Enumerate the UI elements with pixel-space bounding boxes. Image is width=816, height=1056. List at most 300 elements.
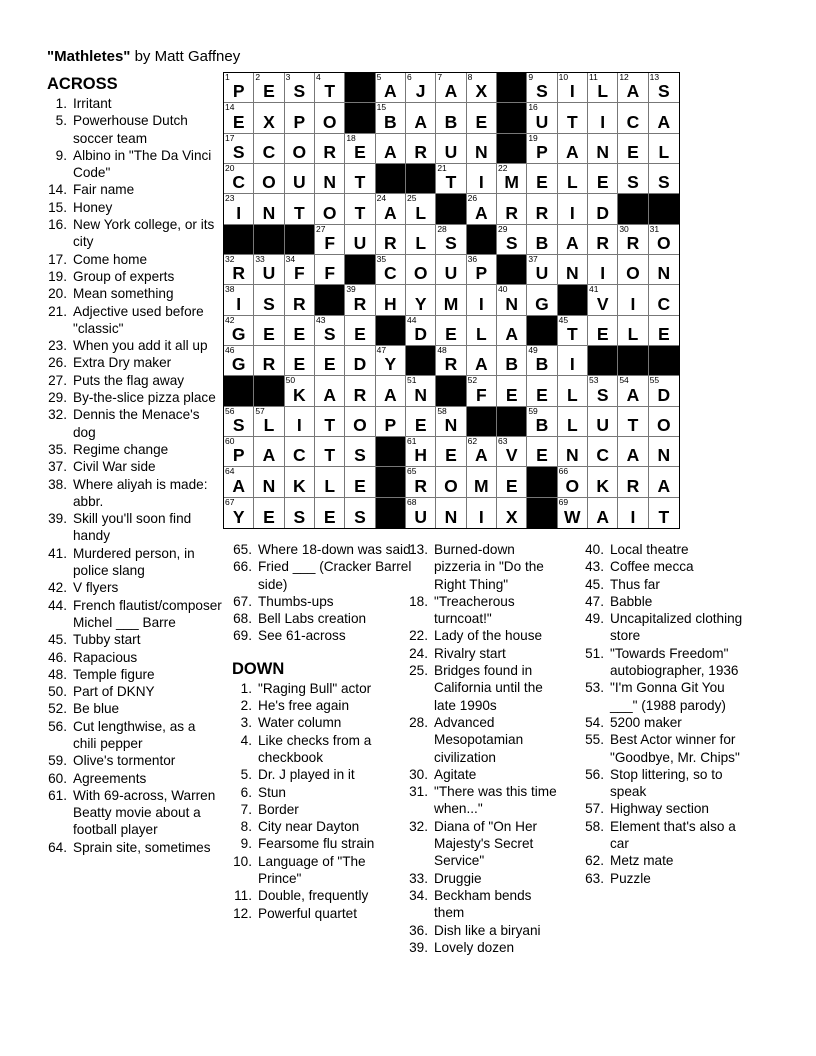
cell-letter: K bbox=[293, 384, 306, 405]
clue-number: 7. bbox=[240, 801, 252, 817]
grid-cell[interactable] bbox=[345, 498, 375, 528]
grid-cell[interactable] bbox=[315, 498, 345, 528]
clue-text: Temple figure bbox=[73, 666, 155, 682]
down-clue bbox=[408, 662, 563, 714]
grid-cell[interactable] bbox=[467, 346, 497, 376]
grid-cell[interactable] bbox=[315, 255, 345, 285]
grid-cell[interactable] bbox=[618, 316, 648, 346]
grid-cell[interactable] bbox=[254, 285, 284, 315]
cell-letter: A bbox=[232, 475, 245, 496]
cell-letter: A bbox=[626, 81, 640, 102]
cell-letter: U bbox=[596, 414, 609, 435]
down-clue bbox=[232, 714, 412, 731]
grid-cell[interactable] bbox=[497, 285, 527, 315]
clue-text: Come home bbox=[73, 251, 148, 267]
grid-cell[interactable] bbox=[254, 467, 284, 497]
grid-cell[interactable] bbox=[285, 164, 315, 194]
grid-cell[interactable] bbox=[315, 225, 345, 255]
cell-letter: R bbox=[232, 263, 245, 284]
grid-cell[interactable] bbox=[436, 498, 466, 528]
grid-cell[interactable] bbox=[315, 316, 345, 346]
grid-cell[interactable] bbox=[618, 103, 648, 133]
cell-letter: E bbox=[536, 172, 548, 193]
grid-cell[interactable] bbox=[285, 376, 315, 406]
cell-number: 15 bbox=[376, 102, 387, 113]
black-square bbox=[406, 346, 436, 376]
clue-number: 22. bbox=[409, 628, 428, 644]
clue-text: Double, frequently bbox=[258, 888, 369, 904]
cell-letter: N bbox=[566, 263, 579, 284]
grid-cell[interactable] bbox=[376, 134, 406, 164]
grid-cell[interactable] bbox=[406, 498, 436, 528]
clue-text: Skill you'll soon find handy bbox=[73, 511, 192, 544]
cell-letter: E bbox=[293, 354, 306, 375]
cell-letter: N bbox=[596, 141, 609, 162]
cell-number: 55 bbox=[649, 375, 660, 386]
grid-cell[interactable] bbox=[254, 498, 284, 528]
grid-cell[interactable] bbox=[376, 407, 406, 437]
clue-number: 60. bbox=[48, 770, 67, 786]
grid-cell[interactable] bbox=[345, 407, 375, 437]
grid-cell[interactable] bbox=[285, 285, 315, 315]
grid-cell[interactable] bbox=[406, 255, 436, 285]
grid-cell[interactable] bbox=[285, 437, 315, 467]
grid-cell[interactable] bbox=[527, 103, 557, 133]
cell-letter: V bbox=[505, 445, 518, 466]
grid-cell[interactable] bbox=[649, 134, 679, 164]
grid-cell[interactable] bbox=[436, 103, 466, 133]
grid-cell[interactable] bbox=[588, 316, 618, 346]
clue-number: 13. bbox=[409, 542, 428, 557]
grid-cell[interactable] bbox=[618, 134, 648, 164]
grid-cell[interactable] bbox=[406, 316, 436, 346]
grid-cell[interactable] bbox=[254, 134, 284, 164]
across-clue bbox=[47, 631, 222, 648]
grid-cell[interactable] bbox=[497, 437, 527, 467]
grid-cell[interactable] bbox=[315, 73, 345, 103]
cell-letter: A bbox=[475, 445, 488, 466]
cell-number: 64 bbox=[225, 466, 235, 477]
cell-letter: S bbox=[232, 414, 245, 435]
cell-letter: L bbox=[566, 414, 578, 435]
grid-cell[interactable] bbox=[285, 255, 315, 285]
cell-number: 22 bbox=[498, 163, 508, 173]
grid-cell[interactable] bbox=[649, 467, 679, 497]
grid-cell[interactable] bbox=[345, 316, 375, 346]
cell-letter: I bbox=[236, 202, 242, 223]
grid-cell[interactable] bbox=[254, 255, 284, 285]
cell-letter: R bbox=[353, 384, 367, 405]
grid-cell[interactable] bbox=[315, 103, 345, 133]
grid-cell[interactable] bbox=[224, 498, 254, 528]
grid-cell[interactable] bbox=[527, 134, 557, 164]
grid-cell[interactable] bbox=[618, 164, 648, 194]
clue-text: Irritant bbox=[73, 96, 112, 111]
grid-cell[interactable] bbox=[406, 225, 436, 255]
cell-letter: T bbox=[658, 506, 670, 527]
cell-letter: S bbox=[445, 232, 457, 253]
grid-cell[interactable] bbox=[558, 225, 588, 255]
grid-cell[interactable] bbox=[588, 103, 618, 133]
grid-cell[interactable] bbox=[527, 346, 557, 376]
clue-number: 16. bbox=[48, 217, 67, 233]
grid-cell[interactable] bbox=[436, 134, 466, 164]
grid-cell[interactable] bbox=[436, 437, 466, 467]
clue-text: Dr. J played in it bbox=[258, 767, 355, 783]
grid-cell[interactable] bbox=[527, 255, 557, 285]
grid-cell[interactable] bbox=[467, 134, 497, 164]
grid-cell[interactable] bbox=[285, 73, 315, 103]
grid-cell[interactable] bbox=[588, 467, 618, 497]
cell-number: 56 bbox=[225, 405, 235, 416]
grid-cell[interactable] bbox=[649, 437, 679, 467]
grid-cell[interactable] bbox=[406, 134, 436, 164]
grid-cell[interactable] bbox=[315, 164, 345, 194]
grid-cell[interactable] bbox=[224, 437, 254, 467]
across-clue bbox=[47, 700, 222, 717]
grid-cell[interactable] bbox=[497, 467, 527, 497]
down-clue bbox=[408, 593, 563, 628]
cell-number: 10 bbox=[558, 72, 569, 82]
grid-cell[interactable] bbox=[254, 103, 284, 133]
grid-cell[interactable] bbox=[376, 103, 406, 133]
clue-text: French flautist/composer Michel ___ Barre bbox=[73, 597, 222, 630]
cell-letter: A bbox=[657, 475, 671, 496]
cell-letter: N bbox=[323, 172, 336, 193]
grid-cell[interactable] bbox=[436, 225, 466, 255]
across-clue bbox=[232, 627, 412, 644]
grid-cell[interactable] bbox=[345, 467, 375, 497]
cell-letter: A bbox=[414, 111, 427, 132]
grid-cell[interactable] bbox=[406, 467, 436, 497]
grid-cell[interactable] bbox=[649, 225, 679, 255]
grid-cell[interactable] bbox=[224, 103, 254, 133]
grid-cell[interactable] bbox=[618, 437, 648, 467]
grid-cell[interactable] bbox=[285, 467, 315, 497]
grid-cell[interactable] bbox=[467, 285, 497, 315]
grid-cell[interactable] bbox=[467, 103, 497, 133]
grid-cell[interactable] bbox=[345, 194, 375, 224]
grid-cell[interactable] bbox=[649, 164, 679, 194]
clue-text: City near Dayton bbox=[258, 819, 360, 835]
grid-cell[interactable] bbox=[558, 407, 588, 437]
grid-cell[interactable] bbox=[618, 467, 648, 497]
clue-number: 61. bbox=[48, 787, 67, 803]
clue-number: 52. bbox=[48, 701, 67, 717]
across-clue bbox=[47, 181, 222, 198]
grid-cell[interactable] bbox=[315, 134, 345, 164]
grid-cell[interactable] bbox=[558, 134, 588, 164]
cell-number: 27 bbox=[316, 223, 326, 234]
grid-cell[interactable] bbox=[558, 316, 588, 346]
grid-cell[interactable] bbox=[285, 316, 315, 346]
black-square bbox=[376, 437, 406, 467]
cell-letter: E bbox=[293, 323, 306, 344]
grid-cell[interactable] bbox=[345, 285, 375, 315]
black-square bbox=[527, 498, 557, 528]
grid-cell[interactable] bbox=[285, 194, 315, 224]
grid-cell[interactable] bbox=[436, 407, 466, 437]
grid-cell[interactable] bbox=[588, 437, 618, 467]
grid-cell[interactable] bbox=[588, 134, 618, 164]
grid-cell[interactable] bbox=[558, 194, 588, 224]
grid-cell[interactable] bbox=[588, 164, 618, 194]
grid-cell[interactable] bbox=[497, 376, 527, 406]
clue-number: 17. bbox=[48, 251, 67, 267]
grid-cell[interactable] bbox=[649, 73, 679, 103]
grid-cell[interactable] bbox=[649, 285, 679, 315]
clue-text: Fried ___ (Cracker Barrel side) bbox=[258, 559, 412, 592]
down-clue bbox=[584, 870, 749, 887]
clue-text: Cut lengthwise, as a chili pepper bbox=[73, 718, 196, 751]
clue-number: 56. bbox=[48, 718, 67, 734]
cell-letter: F bbox=[324, 232, 336, 253]
clue-text: Stop littering, so to speak bbox=[610, 766, 723, 800]
grid-cell[interactable] bbox=[315, 194, 345, 224]
grid-cell[interactable] bbox=[224, 346, 254, 376]
grid-cell[interactable] bbox=[224, 134, 254, 164]
grid-cell[interactable] bbox=[558, 255, 588, 285]
grid-cell[interactable] bbox=[558, 498, 588, 528]
across-clue bbox=[47, 579, 222, 596]
clue-number: 39. bbox=[48, 511, 67, 527]
grid-cell[interactable] bbox=[254, 194, 284, 224]
clue-number: 18. bbox=[409, 593, 428, 609]
grid-cell[interactable] bbox=[285, 407, 315, 437]
cell-letter: I bbox=[296, 414, 302, 435]
grid-cell[interactable] bbox=[467, 498, 497, 528]
grid-cell[interactable] bbox=[345, 134, 375, 164]
grid-cell[interactable] bbox=[618, 255, 648, 285]
grid-cell[interactable] bbox=[254, 407, 284, 437]
grid-cell[interactable] bbox=[618, 376, 648, 406]
grid-cell[interactable] bbox=[618, 285, 648, 315]
across-clue bbox=[47, 476, 222, 511]
grid-cell[interactable] bbox=[558, 73, 588, 103]
grid-cell[interactable] bbox=[406, 376, 436, 406]
grid-cell[interactable] bbox=[224, 164, 254, 194]
down-clue bbox=[408, 939, 563, 956]
grid-cell[interactable] bbox=[315, 467, 345, 497]
grid-cell[interactable] bbox=[376, 225, 406, 255]
clue-text: Agreements bbox=[73, 770, 147, 786]
grid-cell[interactable] bbox=[345, 225, 375, 255]
grid-cell[interactable] bbox=[436, 285, 466, 315]
grid-cell[interactable] bbox=[497, 346, 527, 376]
grid-cell[interactable] bbox=[558, 437, 588, 467]
down-clue bbox=[232, 801, 412, 818]
grid-cell[interactable] bbox=[254, 316, 284, 346]
grid-cell[interactable] bbox=[497, 316, 527, 346]
grid-cell[interactable] bbox=[588, 285, 618, 315]
cell-letter: R bbox=[626, 232, 640, 253]
cell-number: 39 bbox=[346, 284, 356, 295]
grid-cell[interactable] bbox=[649, 498, 679, 528]
grid-cell[interactable] bbox=[527, 376, 557, 406]
grid-cell[interactable] bbox=[527, 73, 557, 103]
clue-number: 42. bbox=[48, 580, 67, 596]
clue-number: 19. bbox=[48, 268, 67, 284]
cell-letter: D bbox=[414, 323, 427, 344]
cell-letter: X bbox=[263, 111, 275, 132]
grid-cell[interactable] bbox=[467, 316, 497, 346]
grid-cell[interactable] bbox=[436, 255, 466, 285]
grid-cell[interactable] bbox=[649, 316, 679, 346]
grid-cell[interactable] bbox=[406, 73, 436, 103]
cell-number: 62 bbox=[467, 436, 478, 446]
grid-cell[interactable] bbox=[224, 407, 254, 437]
grid-cell[interactable] bbox=[467, 255, 497, 285]
grid-cell[interactable] bbox=[406, 437, 436, 467]
grid-cell[interactable] bbox=[558, 467, 588, 497]
cell-letter: I bbox=[630, 293, 636, 314]
cell-letter: G bbox=[231, 323, 246, 344]
grid-cell[interactable] bbox=[649, 376, 679, 406]
grid-cell[interactable] bbox=[376, 255, 406, 285]
grid-cell[interactable] bbox=[224, 467, 254, 497]
grid-cell[interactable] bbox=[497, 225, 527, 255]
grid-cell[interactable] bbox=[588, 255, 618, 285]
cell-letter: G bbox=[231, 354, 246, 375]
grid-cell[interactable] bbox=[649, 255, 679, 285]
grid-cell[interactable] bbox=[406, 103, 436, 133]
cell-number: 8 bbox=[467, 72, 473, 82]
across-clue bbox=[47, 458, 222, 475]
grid-cell[interactable] bbox=[558, 164, 588, 194]
grid-cell[interactable] bbox=[406, 194, 436, 224]
grid-cell[interactable] bbox=[618, 498, 648, 528]
grid-cell[interactable] bbox=[376, 376, 406, 406]
cell-letter: D bbox=[596, 202, 609, 223]
grid-cell[interactable] bbox=[376, 194, 406, 224]
grid-cell[interactable] bbox=[436, 164, 466, 194]
grid-cell[interactable] bbox=[285, 103, 315, 133]
grid-cell[interactable] bbox=[254, 346, 284, 376]
grid-cell[interactable] bbox=[436, 73, 466, 103]
grid-cell[interactable] bbox=[254, 73, 284, 103]
grid-cell[interactable] bbox=[467, 376, 497, 406]
cell-letter: C bbox=[262, 141, 276, 162]
grid-cell[interactable] bbox=[254, 437, 284, 467]
grid-cell[interactable] bbox=[527, 194, 557, 224]
grid-cell[interactable] bbox=[376, 346, 406, 376]
grid-cell[interactable] bbox=[588, 73, 618, 103]
black-square bbox=[497, 103, 527, 133]
grid-cell[interactable] bbox=[588, 194, 618, 224]
black-square bbox=[345, 73, 375, 103]
grid-cell[interactable] bbox=[376, 285, 406, 315]
grid-cell[interactable] bbox=[649, 407, 679, 437]
grid-cell[interactable] bbox=[315, 346, 345, 376]
grid-cell[interactable] bbox=[285, 498, 315, 528]
grid-cell[interactable] bbox=[558, 103, 588, 133]
grid-cell[interactable] bbox=[285, 346, 315, 376]
down-clue bbox=[232, 887, 412, 904]
grid-cell[interactable] bbox=[467, 194, 497, 224]
cell-letter: T bbox=[566, 323, 578, 344]
black-square bbox=[497, 134, 527, 164]
grid-cell[interactable] bbox=[467, 73, 497, 103]
grid-cell[interactable] bbox=[345, 346, 375, 376]
grid-cell[interactable] bbox=[588, 225, 618, 255]
cell-number: 60 bbox=[225, 436, 235, 446]
grid-cell[interactable] bbox=[224, 255, 254, 285]
grid-cell[interactable] bbox=[588, 376, 618, 406]
grid-cell[interactable] bbox=[497, 498, 527, 528]
clue-text: Adjective used before "classic" bbox=[73, 303, 204, 336]
cell-letter: E bbox=[323, 506, 336, 527]
cell-letter: R bbox=[505, 202, 518, 223]
across-clue bbox=[232, 593, 412, 610]
black-square bbox=[527, 316, 557, 346]
cell-number: 33 bbox=[255, 254, 265, 264]
grid-cell[interactable] bbox=[406, 285, 436, 315]
grid-cell[interactable] bbox=[558, 376, 588, 406]
grid-cell[interactable] bbox=[254, 164, 284, 194]
grid-cell[interactable] bbox=[376, 73, 406, 103]
cell-letter: B bbox=[535, 232, 549, 253]
grid-cell[interactable] bbox=[406, 407, 436, 437]
grid-cell[interactable] bbox=[527, 285, 557, 315]
grid-cell[interactable] bbox=[345, 164, 375, 194]
grid-cell[interactable] bbox=[527, 437, 557, 467]
down-clue bbox=[232, 680, 412, 697]
across-clue bbox=[47, 441, 222, 458]
grid-cell[interactable] bbox=[527, 407, 557, 437]
grid-cell[interactable] bbox=[649, 103, 679, 133]
grid-cell[interactable] bbox=[224, 285, 254, 315]
grid-cell[interactable] bbox=[497, 164, 527, 194]
cell-letter: O bbox=[292, 141, 307, 162]
across-clue bbox=[47, 649, 222, 666]
clue-text: Puts the flag away bbox=[73, 372, 185, 388]
grid-cell[interactable] bbox=[285, 134, 315, 164]
grid-cell[interactable] bbox=[467, 164, 497, 194]
cell-letter: M bbox=[474, 475, 489, 496]
grid-cell[interactable] bbox=[527, 164, 557, 194]
grid-cell[interactable] bbox=[345, 376, 375, 406]
grid-cell[interactable] bbox=[345, 437, 375, 467]
grid-cell[interactable] bbox=[588, 407, 618, 437]
grid-cell[interactable] bbox=[436, 316, 466, 346]
grid-cell[interactable] bbox=[618, 73, 648, 103]
grid-cell[interactable] bbox=[558, 346, 588, 376]
grid-cell[interactable] bbox=[588, 498, 618, 528]
grid-cell[interactable] bbox=[224, 194, 254, 224]
cell-letter: S bbox=[657, 81, 670, 102]
clue-text: Stun bbox=[258, 784, 286, 800]
grid-cell[interactable] bbox=[436, 467, 466, 497]
cell-letter: I bbox=[600, 111, 606, 132]
grid-cell[interactable] bbox=[618, 407, 648, 437]
grid-cell[interactable] bbox=[315, 376, 345, 406]
grid-cell[interactable] bbox=[224, 316, 254, 346]
clue-text: See 61-across bbox=[258, 628, 346, 644]
grid-cell[interactable] bbox=[436, 346, 466, 376]
grid-cell[interactable] bbox=[467, 467, 497, 497]
grid-cell[interactable] bbox=[224, 73, 254, 103]
grid-cell[interactable] bbox=[497, 194, 527, 224]
grid-cell[interactable] bbox=[527, 225, 557, 255]
grid-cell[interactable] bbox=[315, 407, 345, 437]
grid-cell[interactable] bbox=[618, 225, 648, 255]
cell-letter: I bbox=[478, 293, 484, 314]
clue-number: 48. bbox=[48, 666, 67, 682]
across-clue bbox=[47, 337, 222, 354]
grid-cell[interactable] bbox=[467, 437, 497, 467]
grid-cell[interactable] bbox=[315, 437, 345, 467]
cell-letter: P bbox=[536, 141, 548, 162]
